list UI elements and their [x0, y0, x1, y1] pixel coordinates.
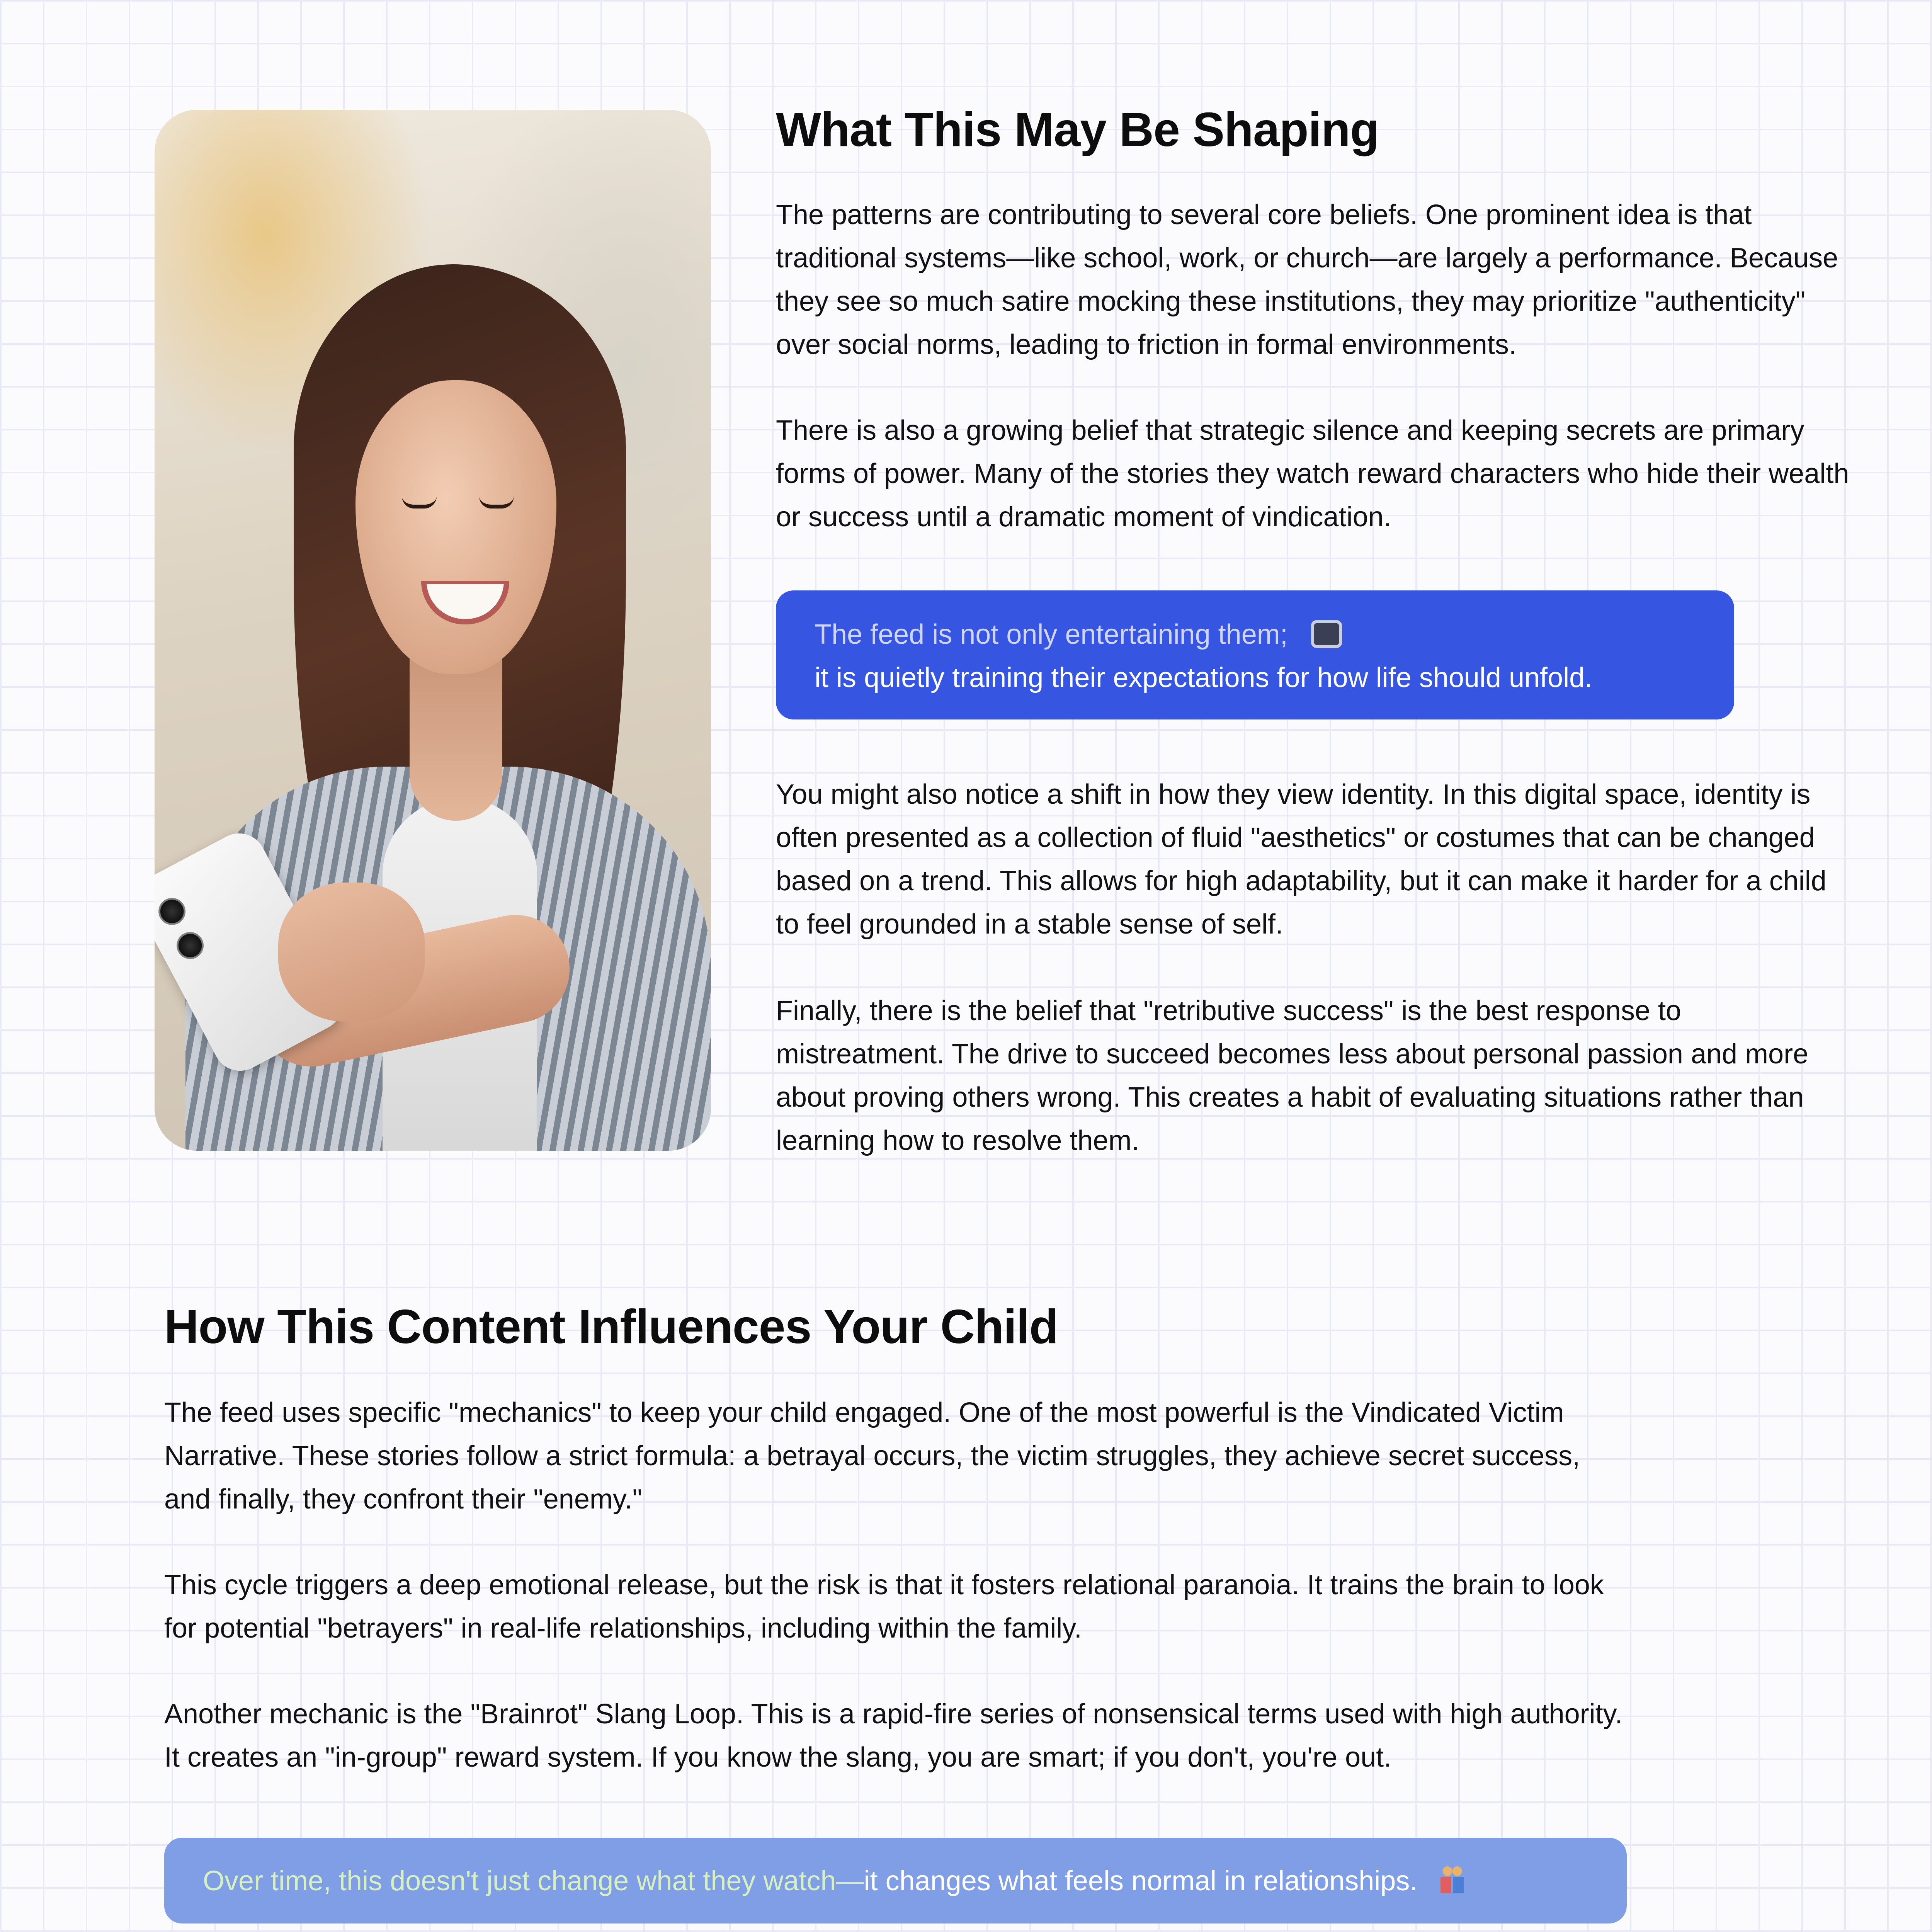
phone-camera-lens — [172, 927, 209, 964]
paragraph: The feed uses specific "mechanics" to keep your child engaged. One of the most powerful is the Vindicated Victim Narrative. These stories follow a strict formula: a betrayal occurs, the victim struggles, they achieve secret success, and finally, they confront their "enemy." — [164, 1397, 1580, 1515]
callout-line-2: it is quietly training their expectations for how life should unfold. — [815, 662, 1593, 693]
section-heading-influence: How This Content Influences Your Child — [164, 1300, 1058, 1354]
phone-camera-lens — [155, 893, 190, 930]
callout-line-1: The feed is not only entertaining them; — [815, 619, 1288, 650]
paragraph: There is also a growing belief that strategic silence and keeping secrets are primary forms of power. Many of the stories they watch reward characters who hide their wealth or success until a dramatic moment of vindication. — [776, 415, 1849, 532]
paragraph: Another mechanic is the "Brainrot" Slang Loop. This is a rapid-fire series of nonsensical terms used with high authority. It creates an "in-group" reward system. If you know the slang, you are smart; if you don't, you're out. — [164, 1699, 1623, 1773]
callout-rest: it changes what feels normal in relationships. — [864, 1866, 1418, 1896]
paragraph: Finally, there is the belief that "retributive success" is the best response to mistreatment. The drive to succeed becomes less about personal passion and more about proving others wrong. This creates a habit of evaluating situations rather than learning how to resolve them. — [776, 995, 1809, 1156]
photo-hand — [278, 883, 425, 1022]
callout-relationships — [164, 1838, 1627, 1923]
section-heading-shaping: What This May Be Shaping — [776, 103, 1379, 156]
paragraph: The patterns are contributing to several core beliefs. One prominent idea is that traditional systems—like school, work, or church—are largely a performance. Because they see so much satire mocking these institutions, they may prioritize "authenticity" over social norms, leading to friction in formal environments. — [776, 199, 1838, 360]
television-icon — [1311, 620, 1342, 648]
paragraph: You might also notice a shift in how they view identity. In this digital space, identity is often presented as a collection of fluid "aesthetics" or costumes that can be changed based on a trend. This allows for high adaptability, but it can make it harder for a child to feel grounded in a stable sense of self. — [776, 779, 1827, 940]
paragraph: This cycle triggers a deep emotional release, but the risk is that it fosters relational paranoia. It trains the brain to look for potential "betrayers" in real-life relationships, including within the family. — [164, 1570, 1604, 1644]
photo-woman-with-phone — [155, 110, 711, 1151]
callout-feed-training — [776, 590, 1734, 719]
couple-icon — [1440, 1866, 1464, 1893]
callout-highlight: Over time, this doesn't just change what they watch— — [203, 1866, 864, 1896]
